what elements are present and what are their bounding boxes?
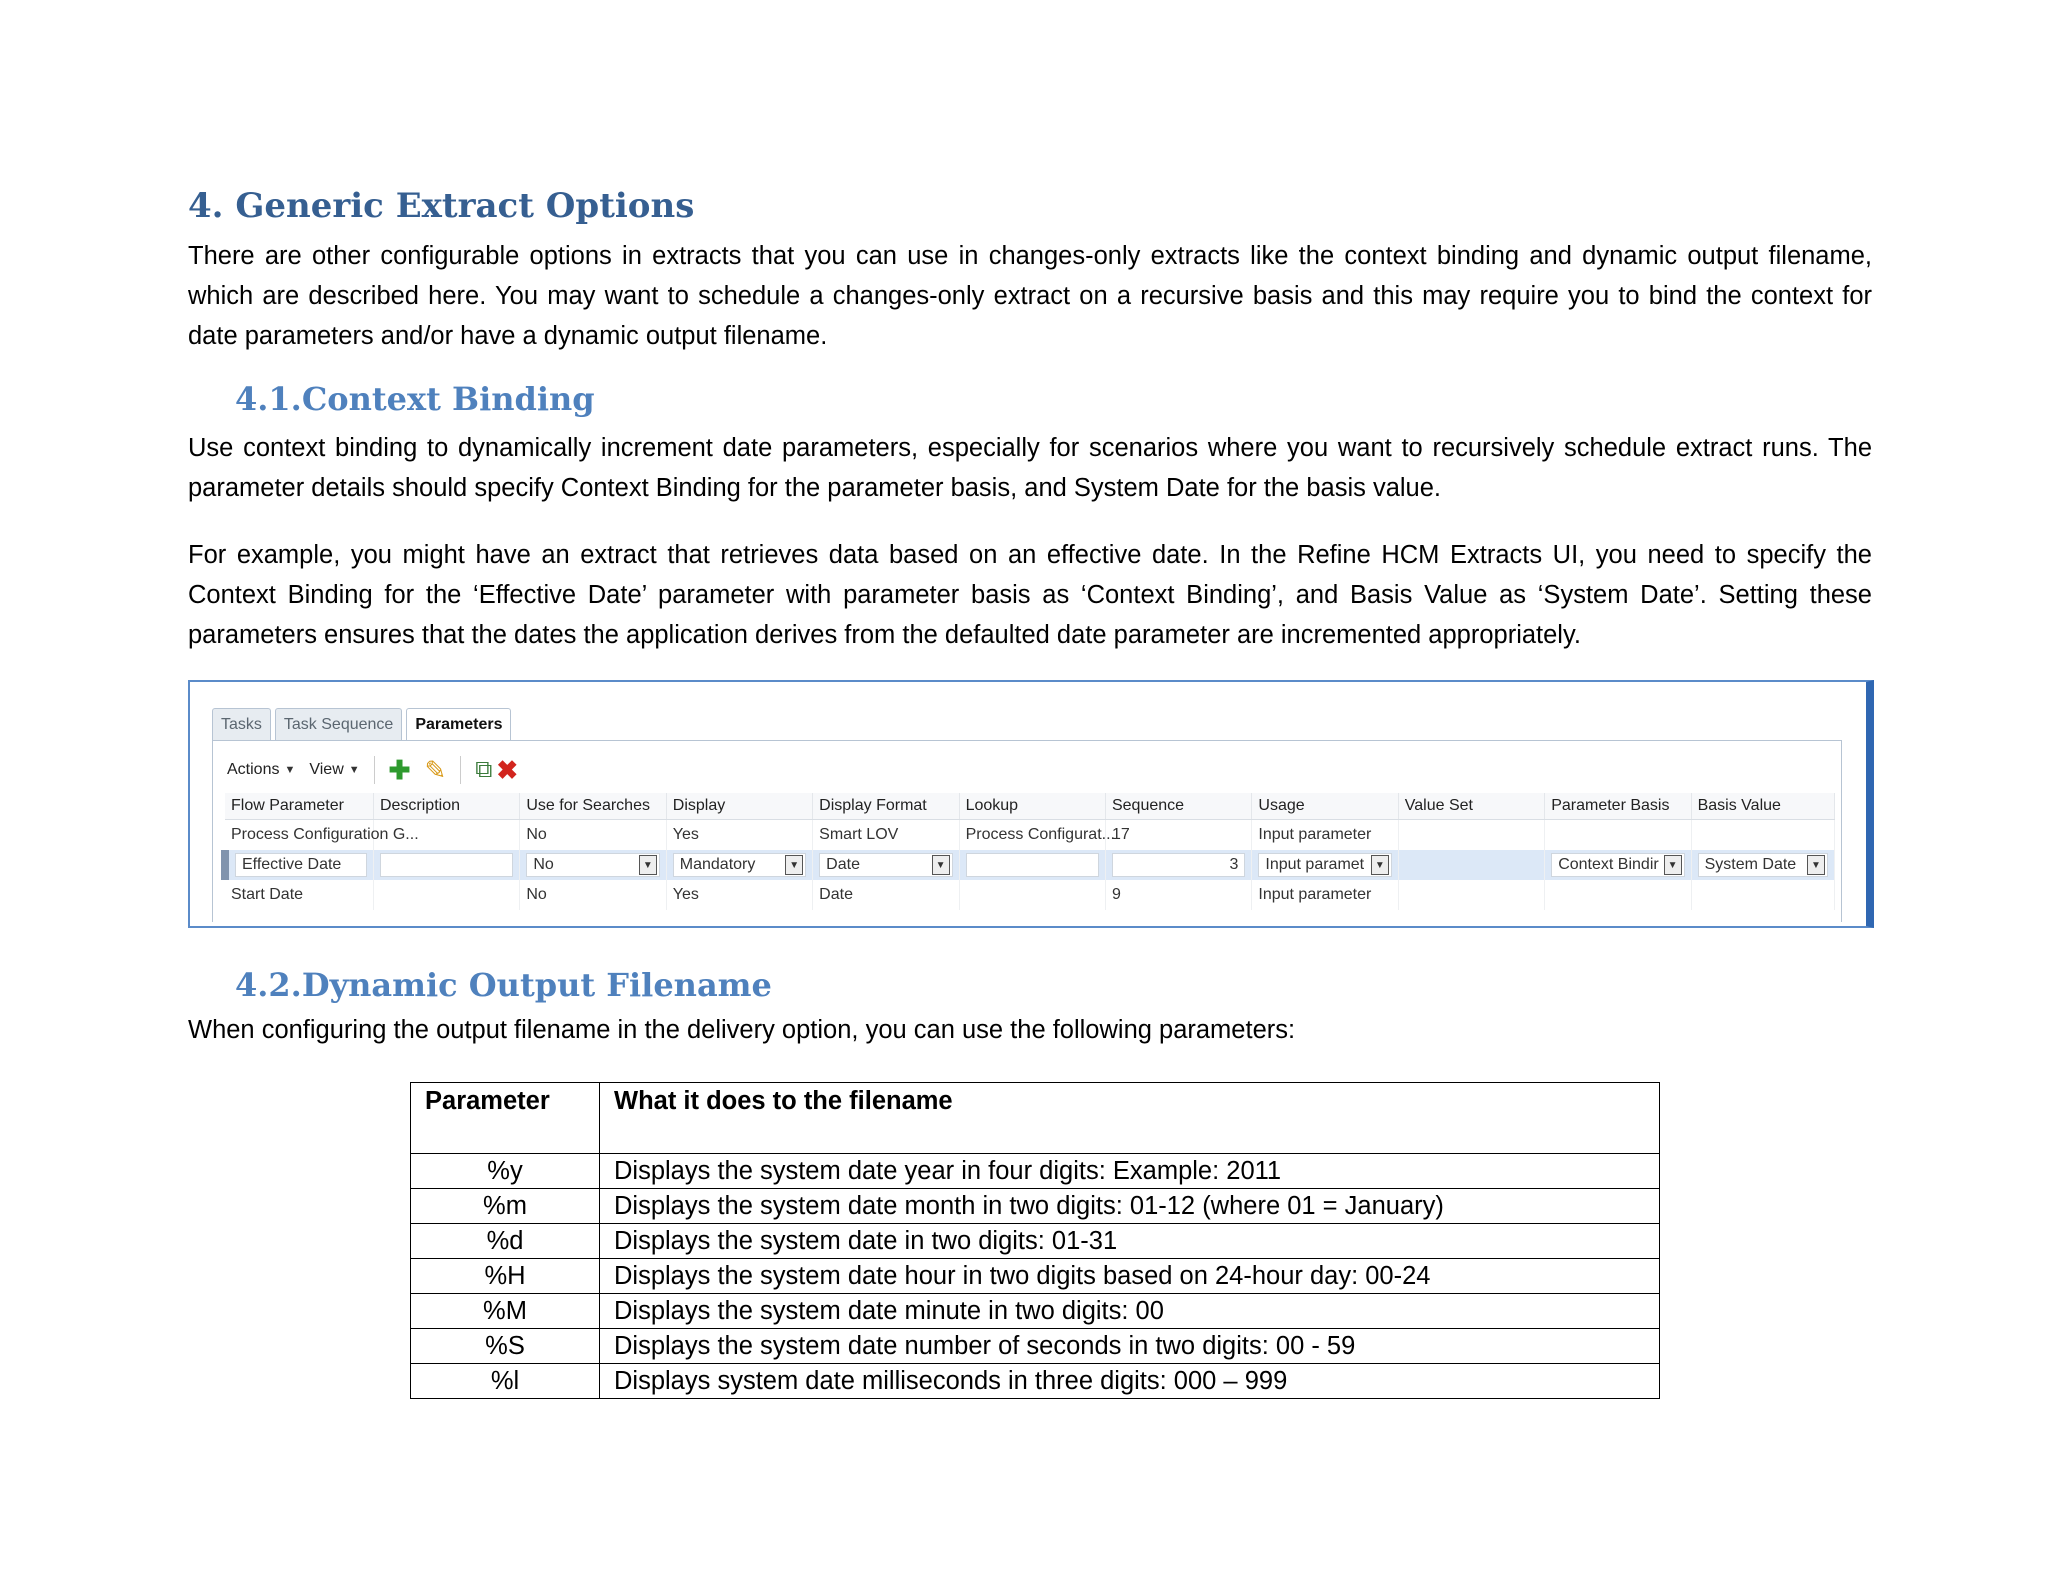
usage-select[interactable] — [1252, 850, 1398, 880]
usage-value: Input paramet — [1265, 856, 1365, 873]
parameters-panel — [212, 740, 1842, 922]
table-row[interactable] — [225, 880, 1835, 910]
dropdown-arrow-icon[interactable]: ▼ — [1664, 855, 1682, 875]
parameter-basis-value: Context Bindir — [1558, 856, 1659, 873]
column-header[interactable]: Sequence — [1105, 793, 1251, 820]
grid-cell: Start Date — [225, 880, 373, 910]
column-header[interactable]: Value Set — [1398, 793, 1544, 820]
table-row — [411, 1259, 1660, 1294]
table-row — [411, 1189, 1660, 1224]
parameters-grid — [221, 793, 1835, 910]
parameter-description: Displays the system date in two digits: 01-31 — [600, 1224, 1660, 1259]
basis-value-select[interactable] — [1691, 850, 1834, 880]
basis-value-value: System Date — [1704, 856, 1797, 873]
table-row — [411, 1294, 1660, 1329]
use-for-searches-value: No — [533, 856, 554, 873]
duplicate-icon[interactable]: ⧉ — [475, 756, 493, 783]
toolbar-separator — [374, 756, 375, 784]
table-row-selected[interactable] — [225, 850, 1835, 880]
display-value: Mandatory — [679, 856, 756, 873]
view-menu[interactable] — [309, 761, 359, 779]
dropdown-arrow-icon[interactable]: ▼ — [1371, 855, 1389, 875]
parameter-basis-select[interactable] — [1545, 850, 1691, 880]
column-header[interactable]: Flow Parameter — [225, 793, 373, 820]
table-header-row — [411, 1083, 1660, 1154]
display-format-value: Date — [826, 856, 860, 873]
parameters-screenshot — [188, 680, 1874, 928]
grid-cell: No — [520, 820, 666, 851]
caret-down-icon: ▼ — [284, 764, 296, 776]
column-header[interactable]: Use for Searches — [520, 793, 666, 820]
parameter-code: %y — [411, 1154, 600, 1189]
actions-label: Actions — [227, 761, 280, 778]
grid-cell: 9 — [1105, 880, 1251, 910]
grid-cell: Input parameter — [1252, 820, 1398, 851]
display-select[interactable] — [666, 850, 812, 880]
parameter-code: %m — [411, 1189, 600, 1224]
table-row — [411, 1154, 1660, 1189]
view-label: View — [309, 761, 344, 778]
section-4-heading: 4. Generic Extract Options — [188, 186, 695, 226]
grid-cell — [1398, 820, 1544, 851]
grid-cell: Process Configurat... — [959, 820, 1105, 851]
grid-header-row — [225, 793, 1835, 820]
tab-tasks[interactable]: Tasks — [212, 708, 271, 740]
tab-task-sequence[interactable]: Task Sequence — [275, 708, 402, 740]
parameter-description: Displays the system date year in four digits: Example: 2011 — [600, 1154, 1660, 1189]
parameter-description: Displays the system date hour in two digits based on 24-hour day: 00-24 — [600, 1259, 1660, 1294]
flow-parameter-value: Effective Date — [242, 856, 342, 873]
display-format-select[interactable] — [813, 850, 959, 880]
column-header[interactable]: Display Format — [813, 793, 959, 820]
parameter-description: Displays system date milliseconds in three digits: 000 – 999 — [600, 1364, 1660, 1399]
column-header[interactable]: Lookup — [959, 793, 1105, 820]
caret-down-icon: ▼ — [348, 764, 360, 776]
parameter-description: Displays the system date minute in two digits: 00 — [600, 1294, 1660, 1329]
grid-cell: Yes — [666, 880, 812, 910]
column-header[interactable]: Display — [666, 793, 812, 820]
section-4-2-heading: 4.2.Dynamic Output Filename — [235, 966, 772, 1004]
grid-cell — [373, 880, 519, 910]
column-header[interactable]: Usage — [1252, 793, 1398, 820]
parameter-code: %d — [411, 1224, 600, 1259]
grid-cell: Input parameter — [1252, 880, 1398, 910]
grid-cell — [1398, 850, 1544, 880]
parameter-description: Displays the system date number of seconds in two digits: 00 - 59 — [600, 1329, 1660, 1364]
grid-cell — [1398, 880, 1544, 910]
table-row — [411, 1364, 1660, 1399]
section-4-1-heading: 4.1.Context Binding — [235, 380, 595, 418]
filename-parameters-table — [410, 1082, 1660, 1399]
section-4-paragraph: There are other configurable options in extracts that you can use in changes-only extracts like the context binding and dynamic output filename, which are described here. You may want to schedule a changes-only extract on a recursive basis and this may require you to bind the context for date parameters and/or have a dynamic output filename. — [188, 242, 1872, 350]
grid-cell: 17 — [1105, 820, 1251, 851]
parameter-column-header: Parameter — [411, 1083, 600, 1154]
sequence-value: 3 — [1229, 856, 1239, 873]
tab-parameters[interactable]: Parameters — [406, 708, 511, 742]
table-row — [411, 1329, 1660, 1364]
grid-cell: Smart LOV — [813, 820, 959, 851]
sequence-field[interactable] — [1105, 850, 1251, 880]
description-field[interactable] — [373, 850, 519, 880]
table-row — [411, 1224, 1660, 1259]
section-4-2-paragraph: When configuring the output filename in the delivery option, you can use the following parameters: — [188, 1016, 1296, 1044]
grid-cell — [1545, 820, 1691, 851]
grid-cell: No — [520, 880, 666, 910]
toolbar-separator — [460, 756, 461, 784]
column-header[interactable]: Basis Value — [1691, 793, 1834, 820]
grid-cell — [1691, 820, 1834, 851]
parameter-code: %S — [411, 1329, 600, 1364]
section-4-1-paragraph-1: Use context binding to dynamically increment date parameters, especially for scenarios where you want to recursively schedule extract runs. The parameter details should specify Context Binding for the parameter basis, and System Date for the basis value. — [188, 434, 1872, 502]
parameter-code: %l — [411, 1364, 600, 1399]
dropdown-arrow-icon[interactable]: ▼ — [932, 855, 950, 875]
use-for-searches-select[interactable] — [520, 850, 666, 880]
grid-cell: Yes — [666, 820, 812, 851]
column-header[interactable]: Description — [373, 793, 519, 820]
flow-parameter-field[interactable] — [225, 850, 373, 880]
lookup-field[interactable] — [959, 850, 1105, 880]
grid-cell — [1691, 880, 1834, 910]
dropdown-arrow-icon[interactable]: ▼ — [639, 855, 657, 875]
column-header[interactable]: Parameter Basis — [1545, 793, 1691, 820]
dropdown-arrow-icon[interactable]: ▼ — [1807, 855, 1825, 875]
grid-cell: Date — [813, 880, 959, 910]
grid-cell — [959, 880, 1105, 910]
table-row[interactable] — [225, 820, 1835, 851]
grid-cell: Process Configuration G... — [225, 820, 373, 851]
toolbar — [227, 753, 518, 787]
delete-icon[interactable]: ✖ — [496, 755, 519, 785]
description-column-header: What it does to the filename — [600, 1083, 1660, 1154]
grid-cell — [1545, 880, 1691, 910]
edit-icon[interactable]: ✎ — [424, 755, 447, 785]
section-4-1-paragraph-2: For example, you might have an extract that retrieves data based on an effective date. In the Refine HCM Extracts UI, you need to specify the Context Binding for the ‘Effective Date’ parameter with parameter basis as ‘Context Binding’, and Basis Value as ‘System Date’. Setting these parameters ensures that the dates the application derives from the defaulted date parameter are incremented appropriately. — [188, 541, 1872, 649]
dropdown-arrow-icon[interactable]: ▼ — [785, 855, 803, 875]
parameter-code: %H — [411, 1259, 600, 1294]
actions-menu[interactable] — [227, 761, 295, 779]
parameter-description: Displays the system date month in two digits: 01-12 (where 01 = January) — [600, 1189, 1660, 1224]
tab-bar — [212, 708, 511, 740]
add-icon[interactable]: ✚ — [388, 755, 411, 785]
parameter-code: %M — [411, 1294, 600, 1329]
